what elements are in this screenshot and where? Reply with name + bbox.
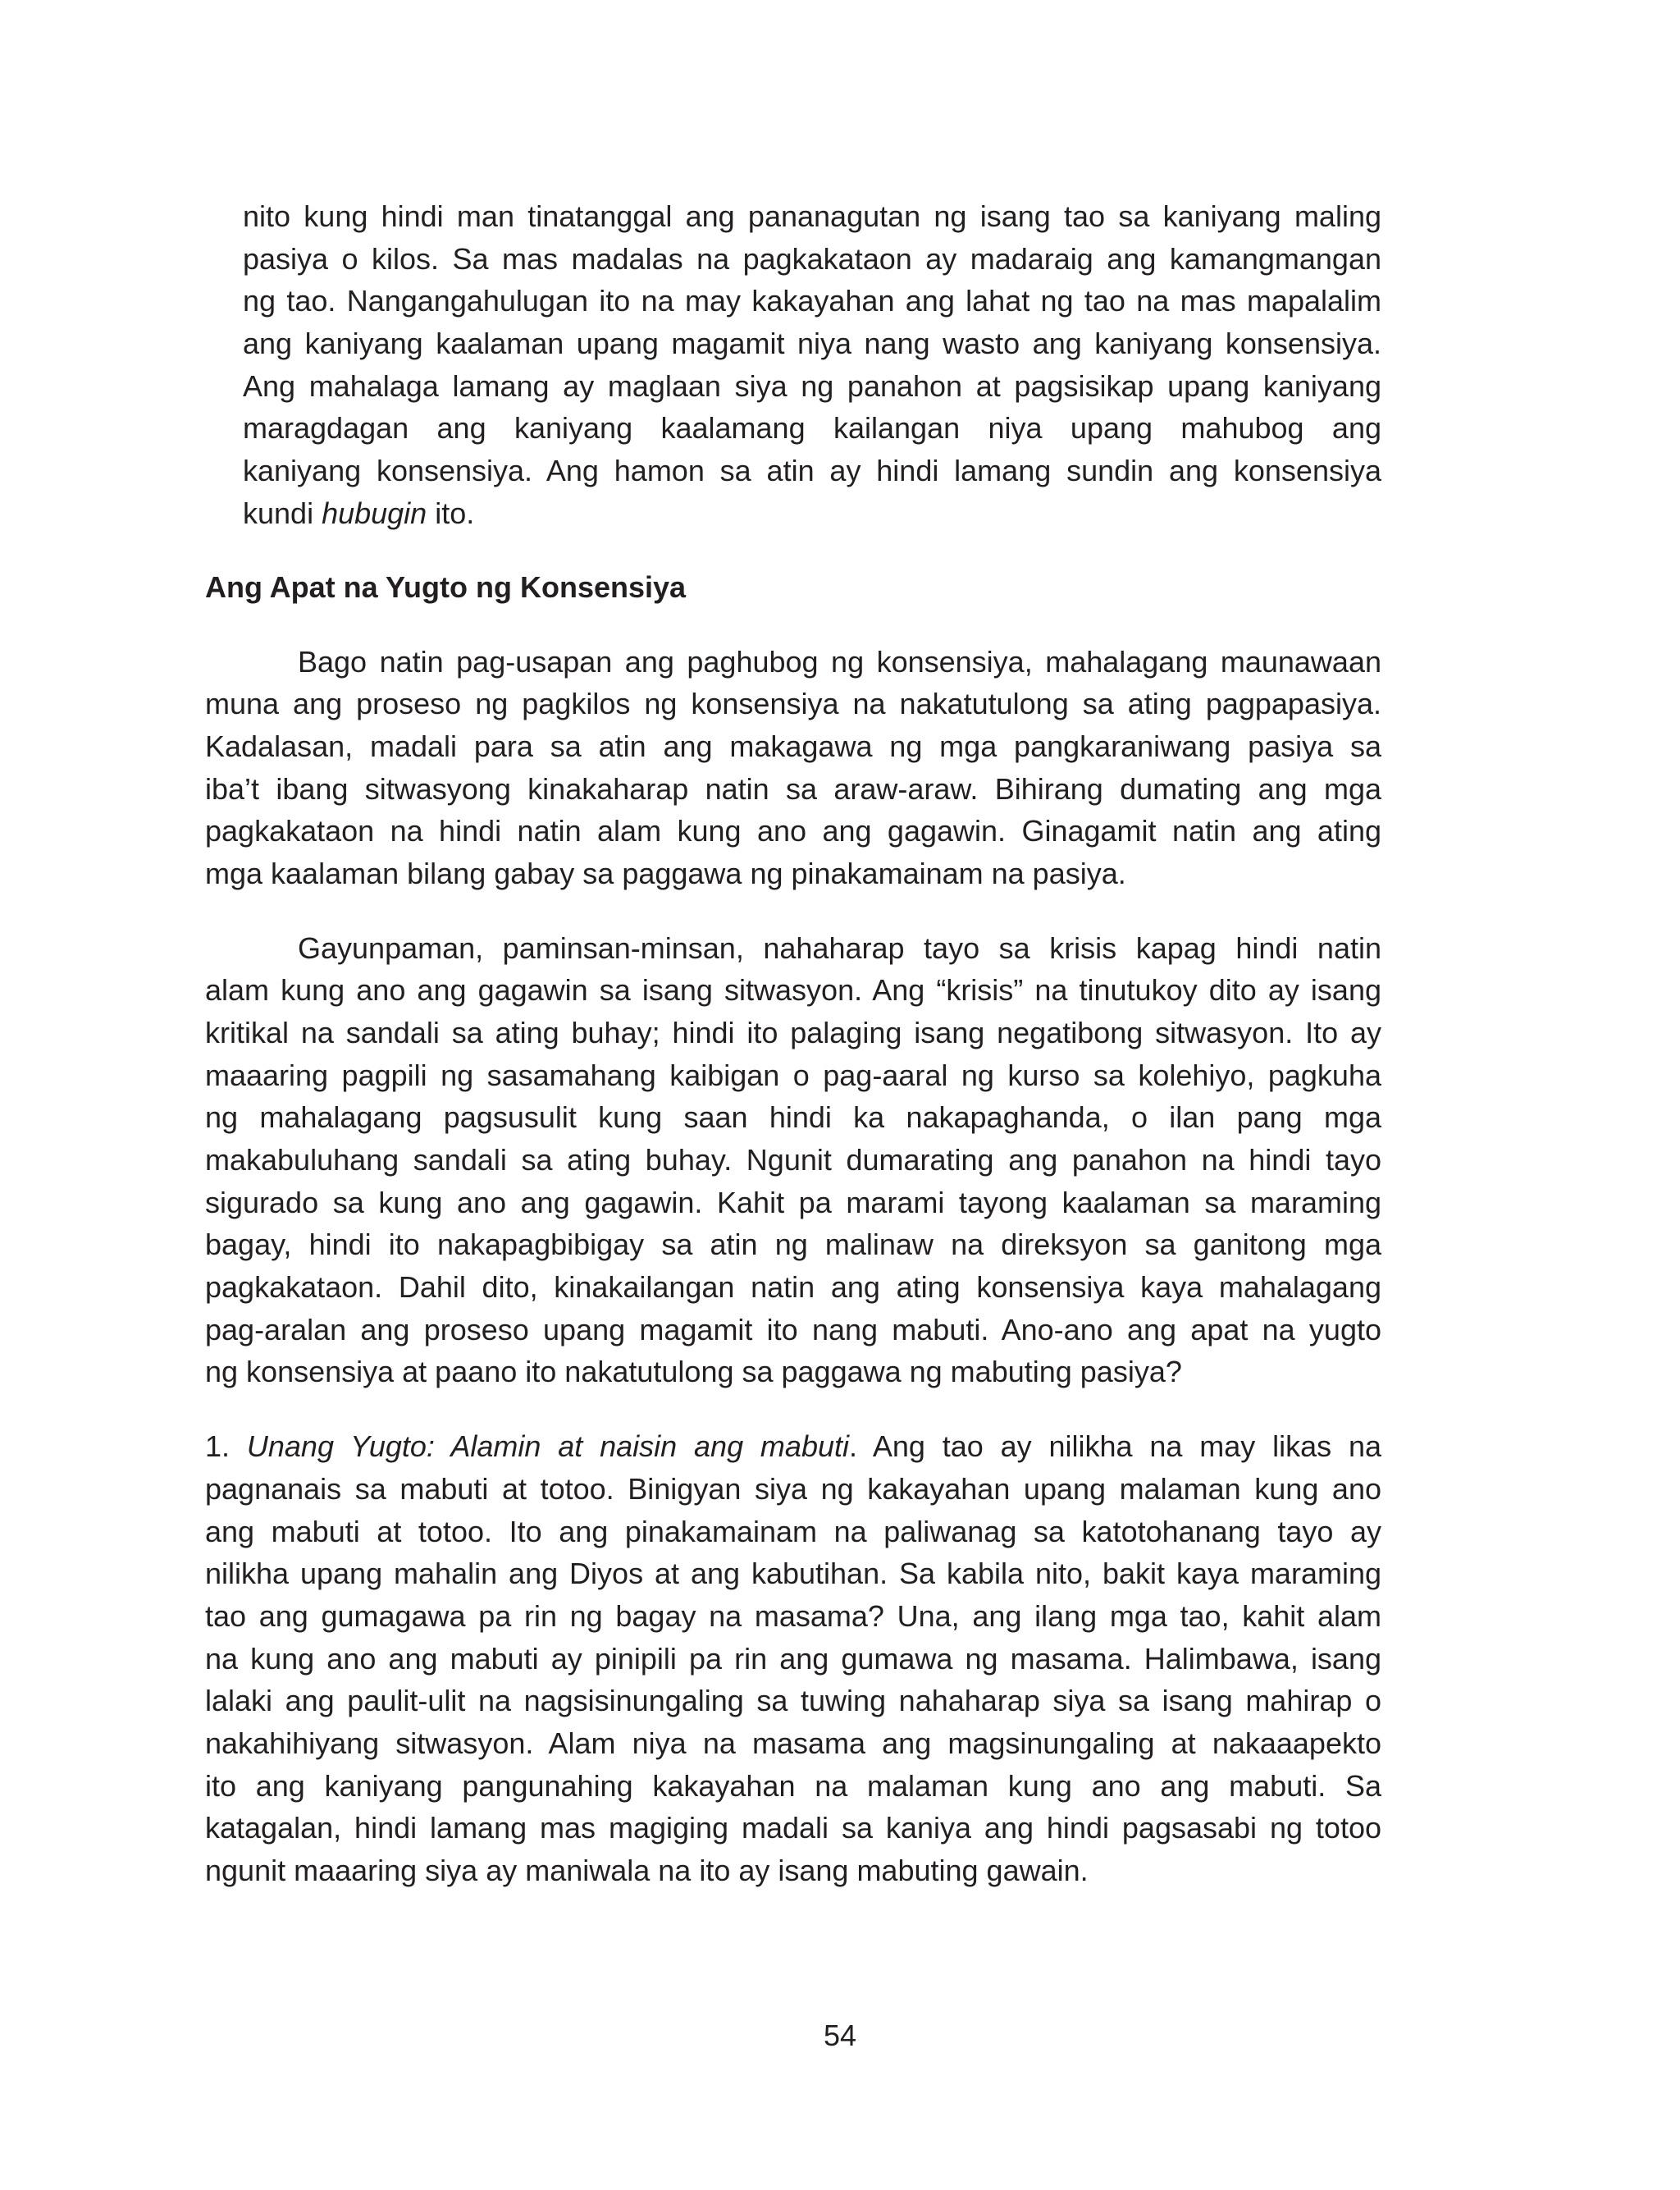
intro-italic-word: hubugin <box>322 496 427 530</box>
paragraph-2-line: ng mahalagang pagsusulit kung saan hindi ka nakapaghanda, o ilan pang mga <box>205 1100 1381 1134</box>
paragraph-2-line: maaaring pagpili ng sasamahang kaibigan o pag-aaral ng kurso sa kolehiyo, pagkuha <box>205 1058 1381 1092</box>
item-1-line: na kung ano ang mabuti ay pinipili pa rin ang gumawa ng masama. Halimbawa, isang <box>205 1642 1381 1676</box>
section-heading: Ang Apat na Yugto ng Konsensiya <box>205 570 687 604</box>
intro-line: ng tao. Nangangahulugan ito na may kakayahan ang lahat ng tao na mas mapalalim <box>243 284 1381 318</box>
paragraph-2-line: kritikal na sandali sa ating buhay; hindi ito palaging isang negatibong sitwasyon. Ito ay <box>205 1016 1381 1049</box>
paragraph-1-line: muna ang proseso ng pagkilos ng konsensiya na nakatutulong sa ating pagpapasiya. <box>205 687 1381 720</box>
item-1-line: pagnanais sa mabuti at totoo. Binigyan siya ng kakayahan upang malaman kung ano <box>205 1472 1381 1506</box>
intro-line: ang kaniyang kaalaman upang magamit niya nang wasto ang kaniyang konsensiya. <box>243 327 1381 360</box>
item-1-number: 1. <box>205 1429 247 1463</box>
intro-line: kaniyang konsensiya. Ang hamon sa atin ay hindi lamang sundin ang konsensiya <box>243 454 1381 487</box>
intro-last-line-end: ito. <box>427 496 475 530</box>
item-1-line: ito ang kaniyang pangunahing kakayahan na malaman kung ano ang mabuti. Sa <box>205 1769 1381 1803</box>
item-1-line: ngunit maaaring siya ay maniwala na ito ay isang mabuting gawain. <box>205 1854 1089 1887</box>
item-1-first-line <box>205 1429 1381 1465</box>
paragraph-2-line: pag-aralan ang proseso upang magamit ito nang mabuti. Ano-ano ang apat na yugto <box>205 1313 1381 1346</box>
paragraph-2-line: alam kung ano ang gagawin sa isang sitwasyon. Ang “krisis” na tinutukoy dito ay isang <box>205 973 1381 1007</box>
paragraph-2-line: pagkakataon. Dahil dito, kinakailangan natin ang ating konsensiya kaya mahalagang <box>205 1270 1381 1304</box>
paragraph-1-line: mga kaalaman bilang gabay sa paggawa ng pinakamainam na pasiya. <box>205 857 1126 890</box>
intro-line: Ang mahalaga lamang ay maglaan siya ng panahon at pagsisikap upang kaniyang <box>243 369 1381 403</box>
paragraph-2-line: Gayunpaman, paminsan-minsan, nahaharap tayo sa krisis kapag hindi natin <box>298 931 1381 965</box>
item-1-line: nakahihiyang sitwasyon. Alam niya na masama ang magsinungaling at nakaaapekto <box>205 1726 1381 1760</box>
intro-last-line <box>243 496 1381 532</box>
paragraph-1-line: Bago natin pag-usapan ang paghubog ng konsensiya, mahalagang maunawaan <box>298 645 1381 679</box>
paragraph-2-line: bagay, hindi ito nakapagbibigay sa atin ng malinaw na direksyon sa ganitong mga <box>205 1228 1381 1261</box>
paragraph-1-line: iba’t ibang sitwasyong kinakaharap natin sa araw-araw. Bihirang dumating ang mga <box>205 772 1381 806</box>
paragraph-2-line: sigurado sa kung ano ang gagawin. Kahit pa marami tayong kaalaman sa maraming <box>205 1186 1381 1219</box>
intro-line: maragdagan ang kaniyang kaalamang kailangan niya upang mahubog ang <box>243 411 1381 445</box>
page-number: 54 <box>823 2019 857 2052</box>
intro-line: pasiya o kilos. Sa mas madalas na pagkakataon ay madaraig ang kamangmangan <box>243 242 1381 276</box>
item-1-line: lalaki ang paulit-ulit na nagsisinungaling sa tuwing nahaharap siya sa isang mahirap o <box>205 1684 1381 1717</box>
item-1-title: Unang Yugto: Alamin at naisin ang mabuti <box>246 1429 849 1463</box>
paragraph-2-line: ng konsensiya at paano ito nakatutulong sa paggawa ng mabuting pasiya? <box>205 1355 1182 1388</box>
item-1-line: ang mabuti at totoo. Ito ang pinakamainam na paliwanag sa katotohanang tayo ay <box>205 1515 1381 1548</box>
paragraph-1-line: pagkakataon na hindi natin alam kung ano ang gagawin. Ginagamit natin ang ating <box>205 814 1381 848</box>
intro-line: nito kung hindi man tinatanggal ang pananagutan ng isang tao sa kaniyang maling <box>243 199 1381 233</box>
intro-last-line-start: kundi <box>243 496 322 530</box>
item-1-line: katagalan, hindi lamang mas magiging madali sa kaniya ang hindi pagsasabi ng totoo <box>205 1811 1381 1845</box>
item-1-line: nilikha upang mahalin ang Diyos at ang kabutihan. Sa kabila nito, bakit kaya maraming <box>205 1557 1381 1590</box>
paragraph-2-line: makabuluhang sandali sa ating buhay. Ngunit dumarating ang panahon na hindi tayo <box>205 1143 1381 1177</box>
paragraph-1-line: Kadalasan, madali para sa atin ang makagawa ng mga pangkaraniwang pasiya sa <box>205 729 1381 763</box>
item-1-line: tao ang gumagawa pa rin ng bagay na masama? Una, ang ilang mga tao, kahit alam <box>205 1599 1381 1633</box>
item-1-first-line-rest: . Ang tao ay nilikha na may likas na <box>849 1429 1382 1463</box>
